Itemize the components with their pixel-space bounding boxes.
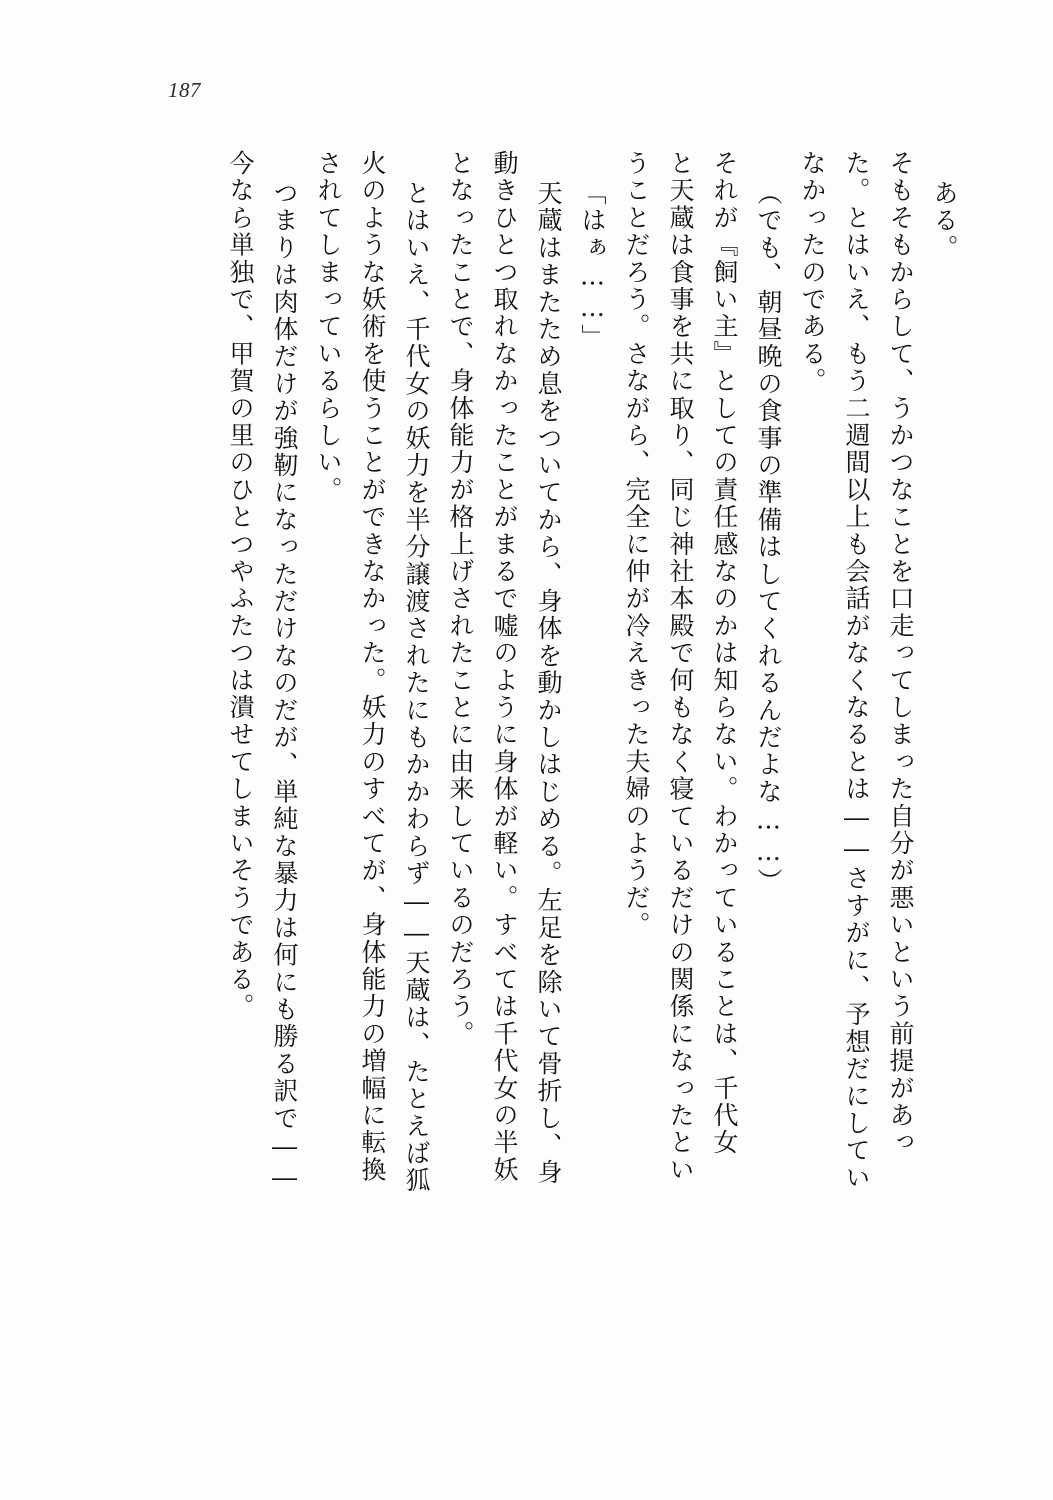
text-column: た。とはいえ、もう二週間以上も会話がなくなるとは――さすがに、予想だにしてい (842, 150, 871, 1192)
text-column: なかったのである。 (798, 150, 827, 395)
text-column: 動きひとつ取れなかったことがまるで嘘のように身体が軽い。すべては千代女の半妖 (490, 150, 519, 1184)
body-text-block (120, 150, 957, 1295)
text-column: それが『飼い主』としての責任感なのかは知らない。わかっていることは、千代女 (710, 150, 739, 1157)
text-column: されてしまっているらしい。 (314, 150, 343, 504)
text-column: 「はぁ……」 (578, 180, 607, 352)
text-column: （でも、朝昼晩の食事の準備はしてくれるんだよな……） (754, 180, 783, 896)
text-column: そもそもからして、うかつなことを口走ってしまった自分が悪いという前提があっ (886, 150, 915, 1157)
text-column: 今なら単独で、甲賀の里のひとつやふたつは潰せてしまいそうである。 (226, 150, 255, 1021)
text-column: つまりは肉体だけが強靭になっただけなのだが、単純な暴力は何にも勝る訳で―― (270, 180, 299, 1195)
text-column: 天蔵はまたため息をついてから、身体を動かしはじめる。左足を除いて骨折し、身 (534, 180, 563, 1187)
text-column: と天蔵は食事を共に取り、同じ神社本殿で何もなく寝ているだけの関係になったとい (666, 150, 695, 1184)
text-column: となったことで、身体能力が格上げされたことに由来しているのだろう。 (446, 150, 475, 1048)
page-number: 187 (168, 78, 201, 102)
text-column: 火のような妖術を使うことができなかった。妖力のすべてが、身体能力の増幅に転換 (358, 150, 387, 1184)
text-column: とはいえ、千代女の妖力を半分譲渡されたにもかかわらず――天蔵は、たとえば狐 (402, 180, 431, 1195)
text-column: うことだろう。さながら、完全に仲が冷えきった夫婦のようだ。 (622, 150, 651, 939)
text-column: ある。 (930, 180, 959, 262)
